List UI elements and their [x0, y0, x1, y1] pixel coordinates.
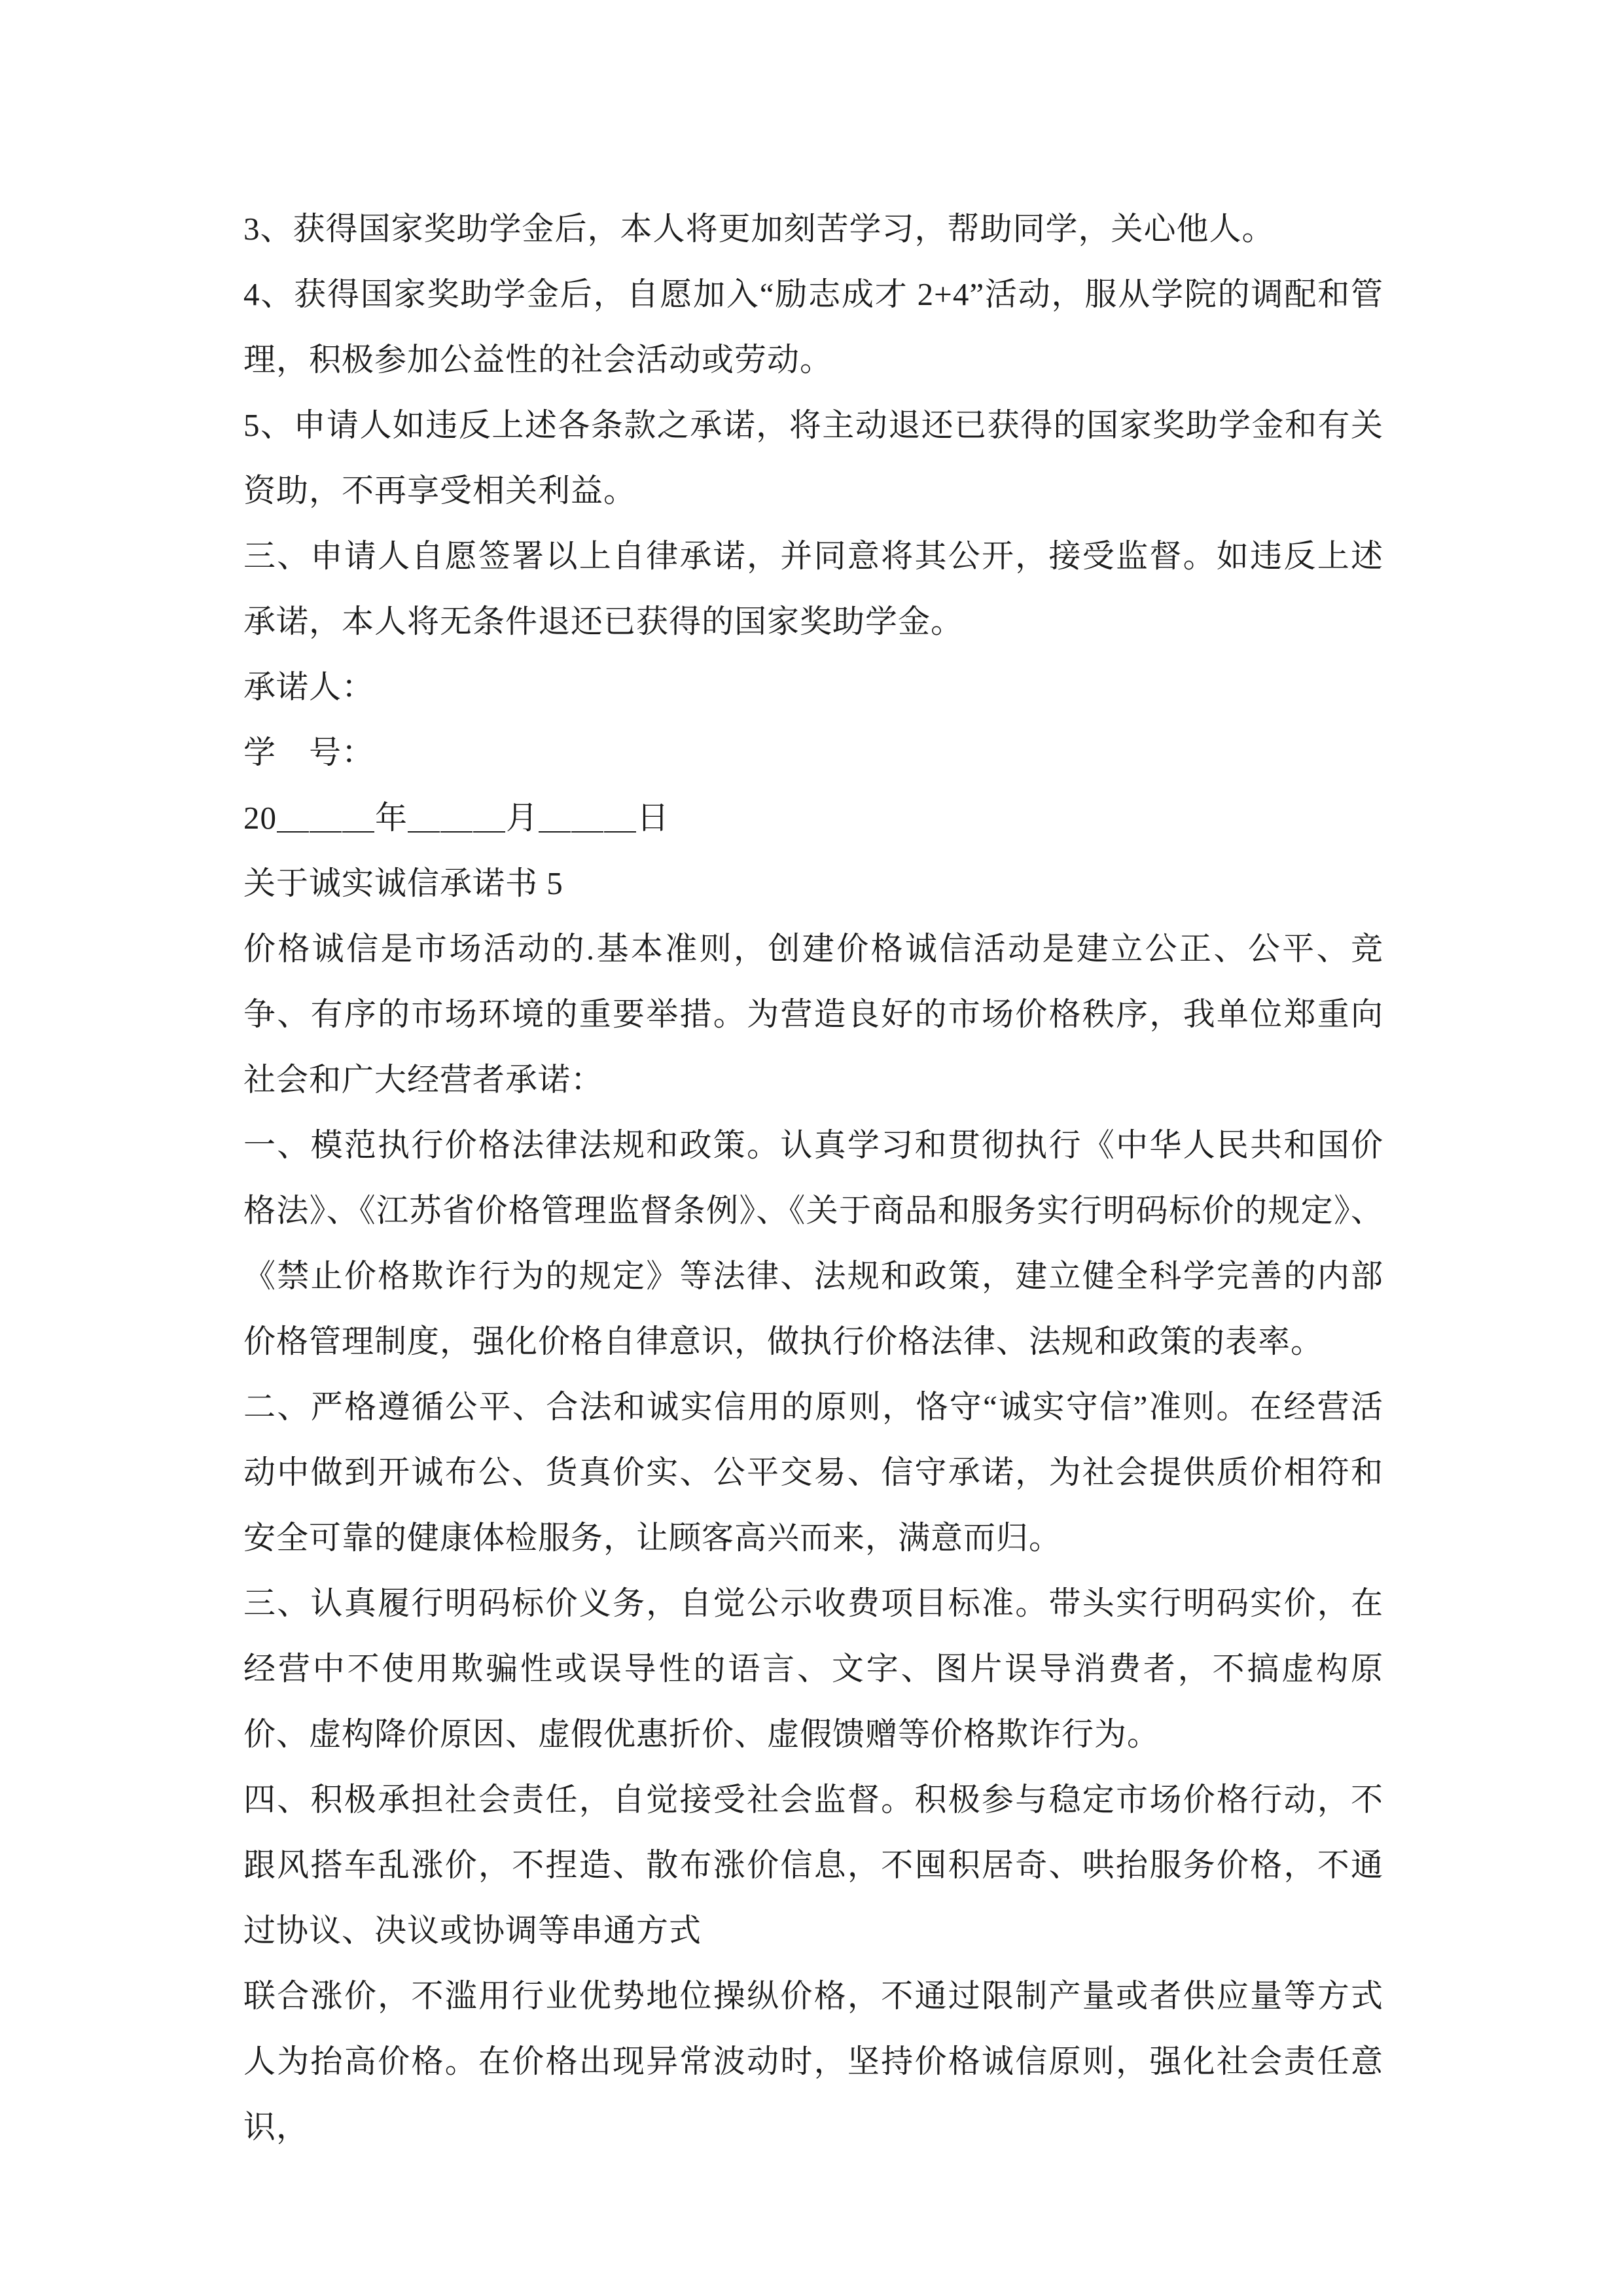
paragraph-item-3: 3、获得国家奖助学金后，本人将更加刻苦学习，帮助同学，关心他人。	[243, 211, 1275, 247]
paragraph-pledge-one: 一、模范执行价格法律法规和政策。认真学习和贯彻执行《中华人民共和国价格法》、《江苏省价格管理监督条例》、《关于商品和服务实行明码标价的规定》、《禁止价格欺诈行为的规定》等法律、法规和政策，建立健全科学完善的内部价格管理制度，强化价格自律意识，做执行价格法律、法规和政策的表率。	[243, 1127, 1383, 1359]
signature-line-student-id: 学 号：	[243, 734, 375, 770]
paragraph-item-5: 5、申请人如违反上述各条款之承诺，将主动退还已获得的国家奖助学金和有关资助，不再享受相关利益。	[243, 407, 1383, 509]
document-text-block	[243, 196, 1383, 2160]
paragraph-pledge-four-continued: 联合涨价，不滥用行业优势地位操纵价格，不通过限制产量或者供应量等方式人为抬高价格。在价格出现异常波动时，坚持价格诚信原则，强化社会责任意识，	[243, 1978, 1383, 2145]
signature-line-promiser: 承诺人：	[243, 669, 375, 705]
paragraph-intro-price-integrity: 价格诚信是市场活动的.基本准则，创建价格诚信活动是建立公正、公平、竞争、有序的市场环境的重要举措。为营造良好的市场价格秩序，我单位郑重向社会和广大经营者承诺：	[243, 931, 1383, 1098]
paragraph-pledge-four: 四、积极承担社会责任，自觉接受社会监督。积极参与稳定市场价格行动，不跟风搭车乱涨价，不捏造、散布涨价信息，不囤积居奇、哄抬服务价格，不通过协议、决议或协调等串通方式	[243, 1782, 1383, 1948]
paragraph-pledge-three: 三、认真履行明码标价义务，自觉公示收费项目标准。带头实行明码实价，在经营中不使用欺骗性或误导性的语言、文字、图片误导消费者，不搞虚构原价、虚构降价原因、虚假优惠折价、虚假馈赠等价格欺诈行为。	[243, 1585, 1383, 1752]
paragraph-pledge-two: 二、严格遵循公平、合法和诚实信用的原则，恪守“诚实守信”准则。在经营活动中做到开诚布公、货真价实、公平交易、信守承诺，为社会提供质价相符和安全可靠的健康体检服务，让顾客高兴而来，满意而归。	[243, 1389, 1383, 1556]
paragraph-clause-three: 三、申请人自愿签署以上自律承诺，并同意将其公开，接受监督。如违反上述承诺，本人将无条件退还已获得的国家奖助学金。	[243, 538, 1383, 639]
signature-line-date: 20＿＿＿年＿＿＿月＿＿＿日	[243, 800, 670, 836]
paragraph-item-4: 4、获得国家奖助学金后，自愿加入“励志成才 2+4”活动，服从学院的调配和管理，积极参加公益性的社会活动或劳动。	[243, 276, 1383, 378]
section-title-pledge-5: 关于诚实诚信承诺书 5	[243, 865, 563, 901]
